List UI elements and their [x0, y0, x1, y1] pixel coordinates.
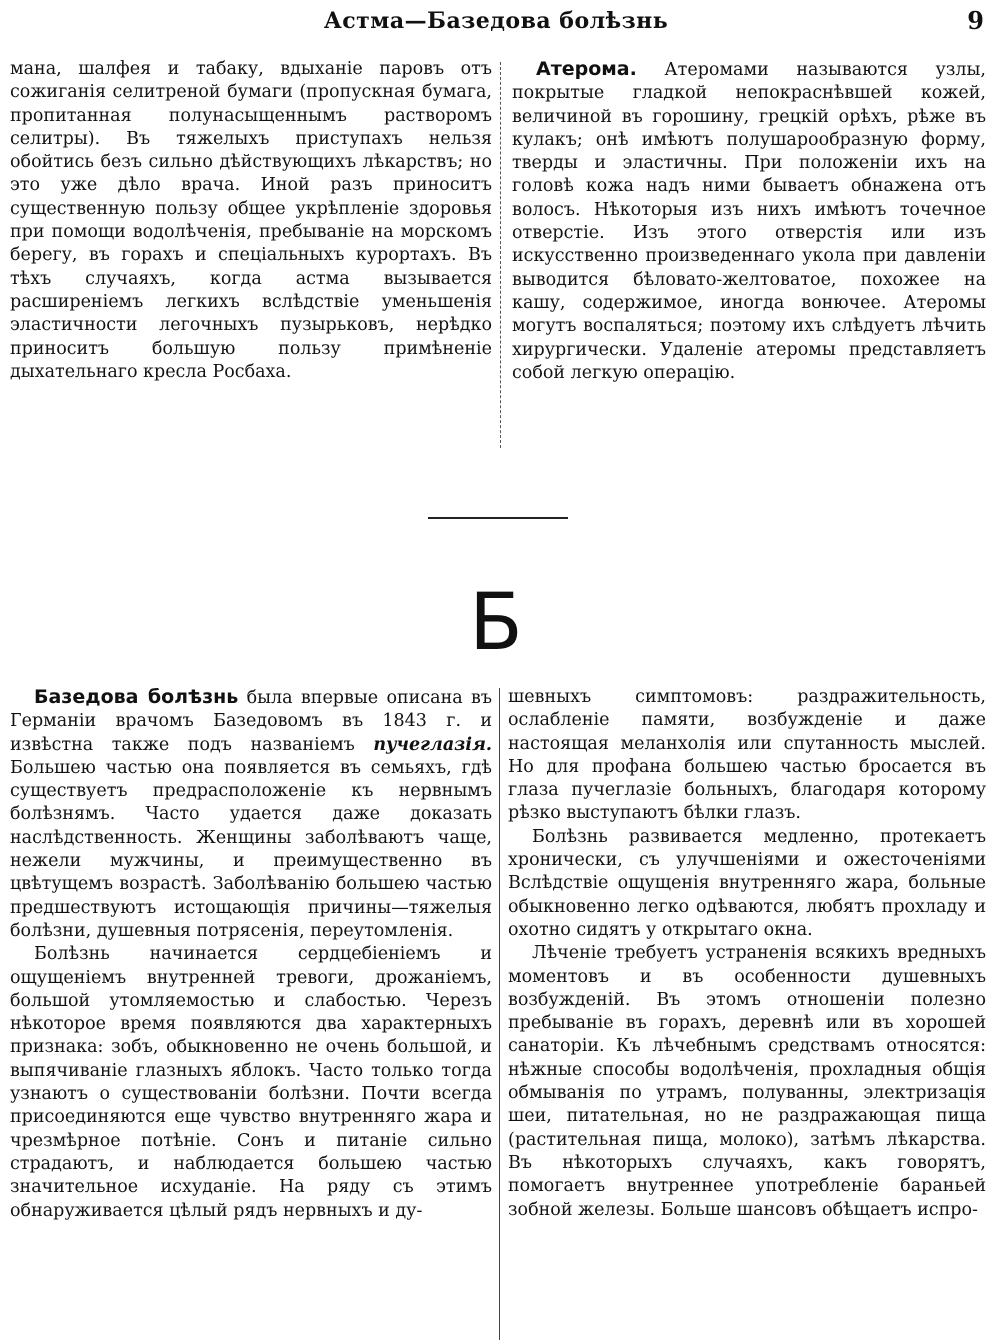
atheroma-entry: [512, 58, 986, 385]
running-head: Астма—Базедова болѣзнь: [323, 8, 669, 34]
bottom-right-column: [508, 686, 986, 1222]
page-header: [0, 4, 992, 40]
column-divider-top: [500, 62, 502, 448]
top-right-column: [512, 58, 986, 385]
section-divider-rule: [428, 517, 568, 519]
top-left-column: [10, 58, 492, 384]
basedow-paragraph-4: Болѣзнь развивается медленно, протекаетъ хронически, съ улучшеніями и ожесточеніями Вслѣдствіе ощущенія внутренняго жара, больные обыкновенно легко одѣваются, любятъ прохладу и охотно сидятъ у открытаго окна.: [508, 826, 986, 940]
basedow-entry-paragraph-1: [10, 686, 492, 943]
column-divider-bottom: [499, 688, 500, 1340]
atheroma-term: Атерома.: [536, 58, 637, 80]
basedow-paragraph-5: Лѣченіе требуетъ устраненія всякихъ вредныхъ моментовъ и въ особенности душевныхъ возбужденій. Въ этомъ отношеніи полезно пребываніе въ горахъ, деревнѣ или въ хорошей санаторіи. Къ лѣчебнымъ средствамъ относятся: нѣжные способы водолѣченія, прохладныя общія обмыванія по утрамъ, полуванны, электризація шеи, питательная, но не раздражающая пища (растительная пища, молоко), затѣмъ лѣкарства. Въ нѣкоторыхъ случаяхъ, какъ говорятъ, помогаетъ внутреннее употребленіе бараньей зобной железы. Больше шансовъ обѣщаетъ испро-: [508, 943, 986, 1220]
atheroma-text: Атеромами называются узлы, покрытые гладкой непокраснѣвшей кожей, величиной въ горошину, грецкій орѣхъ, рѣже въ кулакъ; онѣ имѣютъ полушарообразную форму, тверды и эластичны. При положеніи ихъ на головѣ кожа надъ ними бываетъ обнажена отъ волосъ. Нѣкоторыя изъ нихъ имѣютъ точечное отверстіе. Изъ этого отверстія или изъ искусственно произведеннаго укола при давленіи выводится бѣловато-желтоватое, похожее на кашу, содержимое, иногда вонючее. Атеромы могутъ воспаляться; поэтому ихъ слѣдуетъ лѣчить хирургически. Удаленіе атеромы представляетъ собой легкую операцію.: [512, 60, 986, 383]
basedow-italic-term: пучеглазія.: [373, 734, 492, 755]
bottom-left-column: [10, 686, 492, 1223]
page-number: 9: [967, 6, 984, 35]
basedow-text-a: была впервые описана въ Германіи врачомъ Базедовомъ въ 1843 г. и извѣстна также подъ названіемъ: [10, 688, 492, 755]
asthma-continuation-paragraph: мана, шалфея и табаку, вдыханіе паровъ отъ сожиганія селитреной бумаги (пропускная бумага, пропитанная полунасыщеннымъ растворомъ селитры). Въ тяжелыхъ приступахъ нельзя обойтись безъ сильно дѣйствующихъ лѣкарствъ; но это уже дѣло врача. Иной разъ приноситъ существенную пользу общее укрѣпленіе здоровья при помощи водолѣченія, пребываніе на морскомъ берегу, въ горахъ и спеціальныхъ курортахъ. Въ тѣхъ случаяхъ, когда астма вызывается расширеніемъ легкихъ вслѣдствіе уменьшенія эластичности легочныхъ пузырьковъ, нерѣдко приноситъ большую пользу примѣненіе дыхательнаго кресла Росбаха.: [10, 59, 492, 382]
section-letter: Б: [469, 578, 523, 668]
basedow-paragraph-2: Болѣзнь начинается сердцебіеніемъ и ощущеніемъ внутренней тревоги, дрожаніемъ, большой утомляемостью и слабостью. Черезъ нѣкоторое время появляются два характерныхъ признака: зобъ, обыкновенно не очень большой, и выпячиваніе глазныхъ яблокъ. Часто только тогда узнаютъ о существованіи болѣзни. Почти всегда присоединяются еще чувство внутренняго жара и чрезмѣрное потѣніе. Сонъ и питаніе сильно страдаютъ, и наблюдается большею частью значительное исхуданіе. На ряду съ этимъ обнаруживается цѣлый рядъ нервныхъ и ду-: [10, 944, 492, 1221]
basedow-text-b: Большею частью она появляется въ семьяхъ, гдѣ существуетъ предрасположеніе къ нервнымъ болѣзнямъ. Часто удается даже доказать наслѣдственность. Женщины заболѣваютъ чаще, нежели мужчины, и преимущественно въ цвѣтущемъ возрастѣ. Заболѣванію большею частью предшествуютъ истощающія причины—тяжелыя болѣзни, душевныя потрясенія, переутомленія.: [10, 757, 492, 941]
basedow-term: Базедова болѣзнь: [34, 686, 239, 708]
basedow-paragraph-3: шевныхъ симптомовъ: раздражительность, ослабленіе памяти, возбужденіе и даже настоящая меланхолія или спутанность мыслей. Но для профана большею частью бросается въ глаза пучеглазіе больныхъ, благодаря которому рѣзко выступаютъ бѣлки глазъ.: [508, 687, 986, 824]
